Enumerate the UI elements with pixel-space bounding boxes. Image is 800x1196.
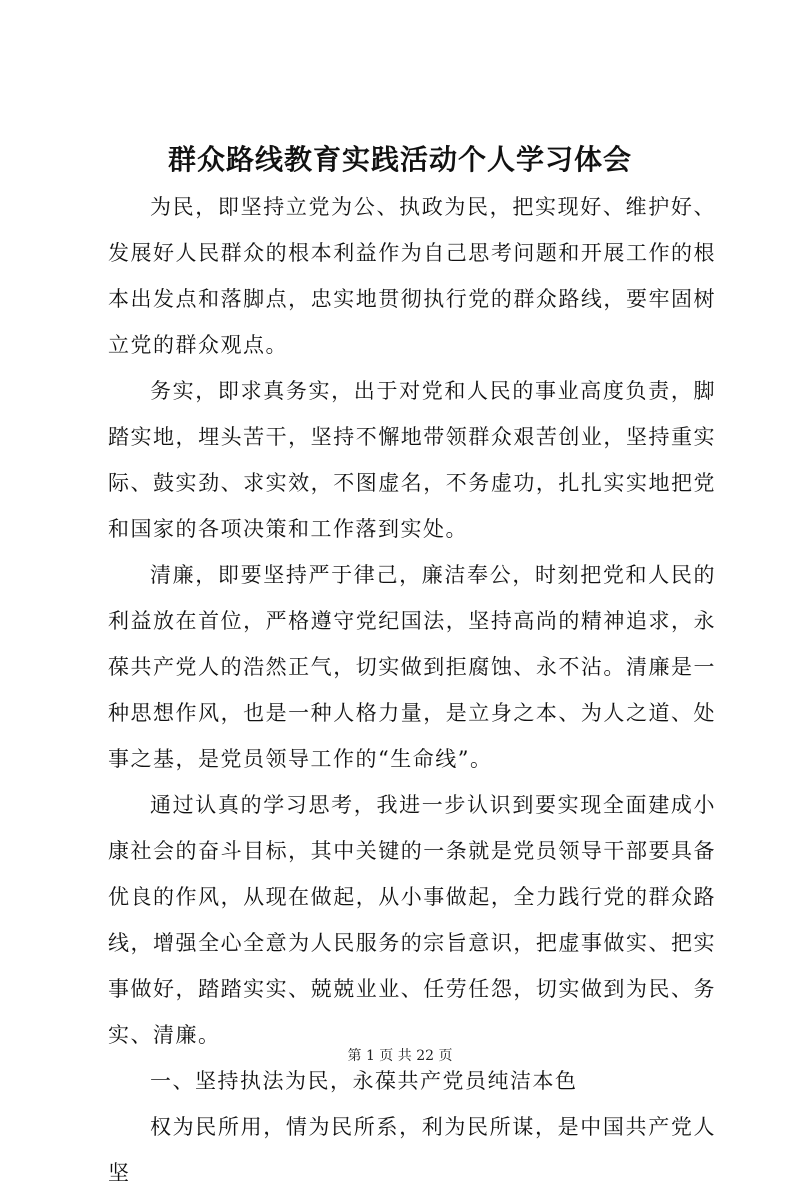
paragraph-wei-min: 为民，即坚持立党为公、执政为民，把实现好、维护好、发展好人民群众的根本利益作为自己思考问题和开展工作的根本出发点和落脚点，忠实地贯彻执行党的群众路线，要牢固树立党的群众观点。 [108,195,716,357]
paragraph-study-reflection: 通过认真的学习思考，我进一步认识到要实现全面建成小康社会的奋斗目标，其中关键的一条就是党员领导干部要具备优良的作风，从现在做起，从小事做起，全力践行党的群众路线，增强全心全意为人民服务的宗旨意识，把虚事做实、把实事做好，踏踏实实、兢兢业业、任劳任怨，切实做到为民、务实、清廉。 [108,793,716,1047]
section-heading-1: 一、坚持执法为民，永葆共产党员纯洁本色 [150,1069,578,1093]
paragraph-wu-shi: 务实，即求真务实，出于对党和人民的事业高度负责，脚踏实地，埋头苦干，坚持不懈地带领群众艰苦创业，坚持重实际、鼓实劲、求实效，不图虚名，不务虚功，扎扎实实地把党和国家的各项决策和工作落到实处。 [108,379,716,541]
paragraph-section-1-start: 权为民所用，情为民所系，利为民所谋，是中国共产党人坚 [108,1115,716,1185]
paragraph-qing-lian: 清廉，即要坚持严于律己，廉洁奉公，时刻把党和人民的利益放在首位，严格遵守党纪国法，坚持高尚的精神追求，永葆共产党人的浩然正气，切实做到拒腐蚀、永不沾。清廉是一种思想作风，也是一种人格力量，是立身之本、为人之道、处事之基，是党员领导工作的“生命线”。 [108,563,716,771]
document-body [108,184,716,1196]
document-title: 群众路线教育实践活动个人学习体会 [167,143,632,176]
page-number-footer: 第 1 页 共 22 页 [347,1048,453,1064]
